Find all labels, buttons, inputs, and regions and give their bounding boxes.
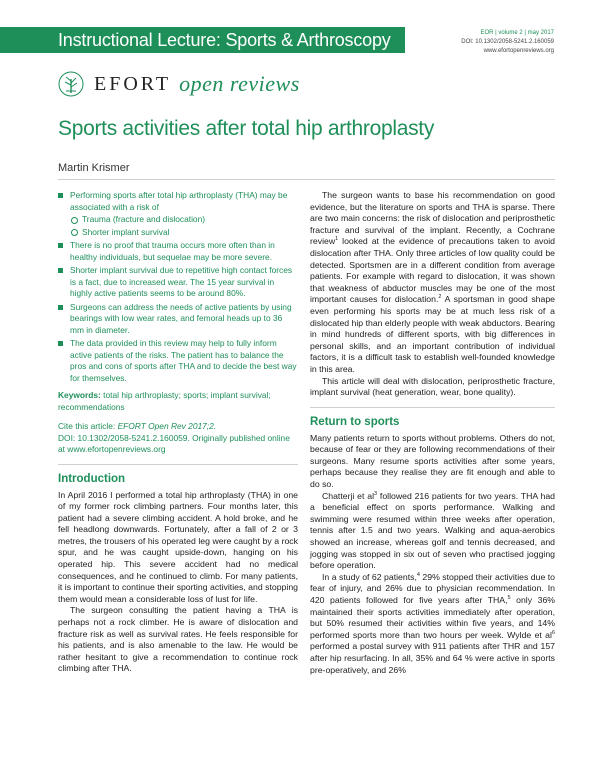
left-column: [58, 190, 298, 675]
summary-bullets: [58, 190, 298, 384]
intro-paragraph-2: The surgeon consulting the patient having a THA is perhaps not a rock climber. He is aware of dislocation and fracture risk as well as survival rates. He feels responsible for his patients, and is also amenable to the law. He would be rather hesitant to give a recommendation to continue rock climbing after THA.: [58, 605, 298, 674]
sub-bullet: Trauma (fracture and dislocation): [70, 214, 298, 226]
website-line: www.efortopenreviews.org: [483, 48, 554, 54]
cite-prefix: Cite this article:: [58, 421, 118, 431]
return-to-sports-heading: Return to sports: [310, 415, 400, 428]
citation: [58, 421, 298, 456]
sports-paragraph-2: Chatterji et $al^3$ followed 216 patients for two years. THA had a beneficial effect on sports performance. Walking and swimming were resumed within three weeks after operation, tennis after 1.5 and two years. Walking and aqua-aerobics showed an increase, whereas golf and tennis decreased, and jogging was stopped in six out of seven who practised jogging before operation.: [310, 490, 556, 571]
article-author: Martin Krismer: [58, 162, 130, 174]
cite-journal: EFORT Open Rev 2017;2.: [117, 421, 217, 431]
efort-logo: [58, 71, 300, 97]
summary-bullet: The data provided in this review may help to fully inform active patients of the risks. The patient has to balance the pros and cons of sports after THA and to decide the best way for themselves.: [58, 338, 298, 384]
sub-bullet: Shorter implant survival: [70, 227, 298, 239]
square-bullet-icon: [58, 243, 63, 248]
square-bullet-icon: [58, 341, 63, 346]
right-column: [310, 190, 555, 676]
square-bullet-icon: [58, 268, 63, 273]
summary-bullet: Shorter implant survival due to repetitive high contact forces is a fact, due to increased wear. The 15 year survival in highly active patients seems to be around 80%.: [58, 265, 298, 300]
doi-line: DOI: 10.1302/2058-5241.2.160059: [461, 39, 554, 45]
sports-paragraph-3: In a study of 62 patients,$^4$ 29% stopped their activities due to fear of injury, and 26% due to physician recommendation. In 420 patients followed for five years after THA,$^5$ only 36% maintained their sports activities immediately after operation, but 50% resumed their activities within five years, and 14% performed sports more than two hours per week. Wylde et $al^6$ performed a postal survey with 911 patients after THR and 157 after hip resurfacing. In all, 35% and 64 % were active in sports pre-operatively, and 26%: [310, 571, 556, 675]
logo-open-reviews-text: open reviews: [179, 71, 300, 96]
circle-bullet-icon: [71, 217, 78, 224]
keywords: [58, 390, 298, 413]
summary-bullet: There is no proof that trauma occurs more often than in healthy individuals, but sequelae may be more severe.: [58, 240, 298, 263]
keywords-text: total hip arthroplasty; sports; implant survival; recommendations: [58, 390, 271, 412]
journal-meta: [461, 29, 554, 56]
right-paragraph-1: The surgeon wants to base his recommendation on good evidence, but the literature on sports and THA is sparse. There are two main concerns: the risk of dislocation and periprosthetic fracture and survival of the implant. Recently, a Cochrane review$^1$ looked at the evidence of precautions taken to avoid dislocation after THA. Only three articles of low quality could be detected. Sportsmen are in a different condition from average patients. For example with regard to dislocation, it was shown that weakness of abductor muscles may be one of the most important causes for dislocation.$^2$ A sportsman in good shape even performing his sports may be at much less risk of a dislocated hip than elderly people with weak abductors. Bearing in mind hundreds of different sports, with big differences in personal skills, and an important contribution of individual factors, it is a difficult task to establish well-founded knowledge in this area.: [310, 190, 555, 374]
square-bullet-icon: [58, 193, 63, 198]
square-bullet-icon: [58, 305, 63, 310]
circle-bullet-icon: [71, 229, 78, 236]
cite-doi: DOI: 10.1302/2058-5241.2.160059. Originally published online at www.efortopenreviews.org: [58, 432, 290, 454]
sports-paragraph-1: Many patients return to sports without problems. Others do not, because of fear or they are following recommendations of their surgeons. Many resume sports activities after some years, perhaps because they realise they are fit enough and able to do so.: [310, 432, 555, 490]
intro-paragraph-1: In April 2016 I performed a total hip arthroplasty (THA) in one of my former rock climbing partners. Four months later, this patient had a severe climbing accident. A hold broke, and he fell headlong downwards. Fortunately, after a fall of 2 or 3 metres, the trousers of his operated leg were caught by a rock spur, and he was caught upside-down, hanging on his operated hip. This severe accident had no medical consequences, and he continued to climb. For many patients, it is important to continue their sporting activities, and stopping them would mean a considerable loss of lust for life.: [58, 489, 298, 604]
logo-efort-text: EFORT: [94, 72, 172, 95]
section-divider: [58, 464, 298, 465]
summary-bullet: Performing sports after total hip arthroplasty (THA) may be associated with a risk of Trauma (fracture and dislocation) Shorter implant survival: [58, 190, 298, 238]
section-divider: [310, 407, 555, 408]
article-title: Sports activities after total hip arthroplasty: [58, 117, 435, 140]
right-paragraph-2: This article will deal with dislocation, periprosthetic fracture, implant survival (heat generation, wear, bone quality).: [310, 375, 555, 398]
title-divider: [58, 179, 555, 180]
introduction-heading: Introduction: [58, 472, 126, 485]
section-banner: Instructional Lecture: Sports & Arthroscopy: [0, 27, 405, 53]
sub-bullets: [70, 214, 298, 238]
volume-line: EOR | volume 2 | may 2017: [480, 30, 554, 36]
keywords-label: Keywords:: [58, 390, 101, 400]
summary-bullet: Surgeons can address the needs of active patients by using bearings with low wear rates, and femoral heads up to 36 mm in diameter.: [58, 302, 298, 337]
tree-logo-icon: [58, 71, 84, 97]
